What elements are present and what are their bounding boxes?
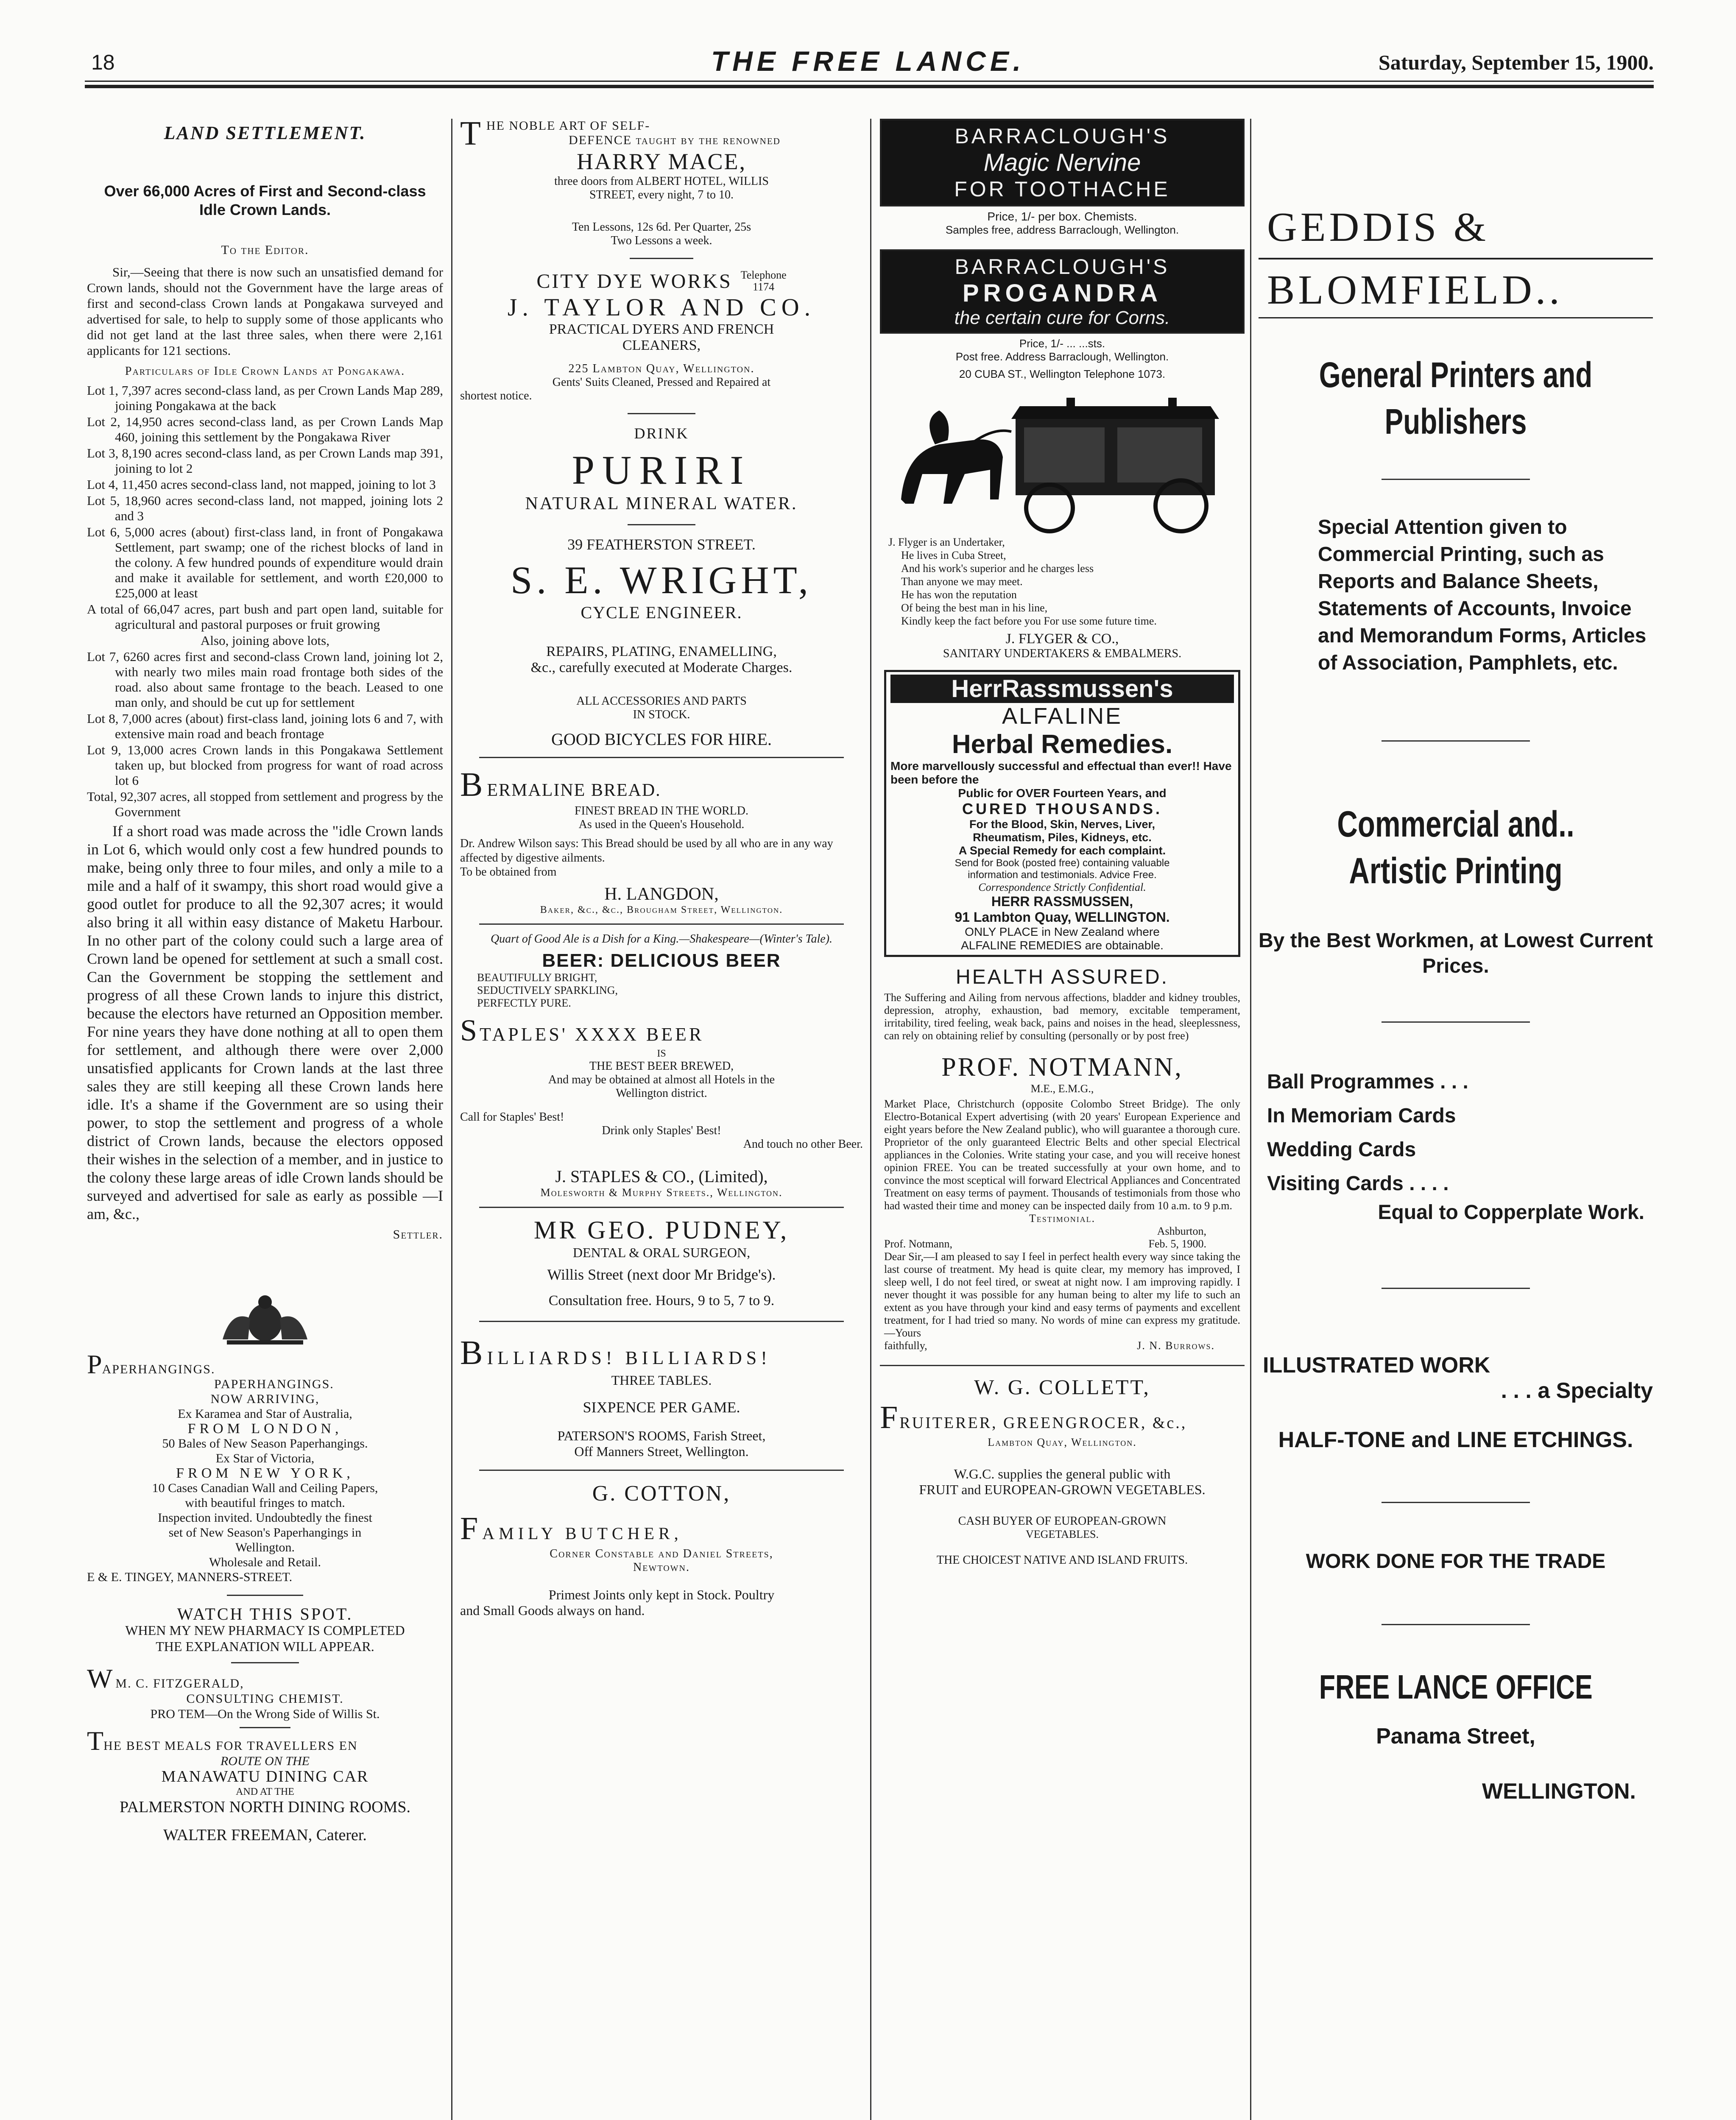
lot-item: Lot 9, 13,000 acres Crown lands in this Pongakawa Settlement taken up, but blocked from progress for want of road across lot 6 xyxy=(87,742,443,788)
lot-total: A total of 66,047 acres, part bush and part open land, suitable for agricultural and pastoral purposes or fruit growing xyxy=(87,602,443,632)
paperhangings-line: FROM NEW YORK, xyxy=(176,1465,354,1481)
column-3 xyxy=(880,119,1245,1567)
dye-line: shortest notice. xyxy=(460,389,532,402)
bread-line: Dr. Andrew Wilson says: This Bread should be used by all who are in any way affected by digestive ailments. xyxy=(460,837,833,865)
ticket-item: Wedding Cards xyxy=(1267,1138,1416,1161)
lot-item: Lot 5, 18,960 acres second-class land, not mapped, joining lots 2 and 3 xyxy=(87,493,443,523)
geddis-rule xyxy=(1259,258,1653,259)
separator xyxy=(479,1470,844,1471)
ticket-item: In Memoriam Cards xyxy=(1267,1105,1456,1127)
separator xyxy=(628,524,695,525)
beer-line: And touch no other Beer. xyxy=(743,1138,863,1151)
lot-total: Total, 92,307 acres, all stopped from settlement and progress by the Government xyxy=(87,789,443,819)
dye-line: CLEANERS, xyxy=(622,338,701,353)
separator xyxy=(479,1321,844,1322)
equal-copperplate: Equal to Copperplate Work. xyxy=(1378,1201,1644,1224)
specialty: . . . a Specialty xyxy=(1501,1378,1653,1403)
separator xyxy=(1382,1624,1530,1625)
separator xyxy=(227,1595,303,1596)
beer-title: BEER: DELICIOUS BEER xyxy=(542,950,781,971)
boxing-line: STREET, every night, 7 to 10. xyxy=(589,188,734,201)
separator xyxy=(1382,479,1530,480)
dye-address: 225 Lambton Quay, Wellington. xyxy=(568,362,755,375)
office-heading: FREE LANCE OFFICE xyxy=(1319,1668,1593,1706)
cotton-line: and Small Goods always on hand. xyxy=(460,1603,645,1618)
paperhangings-line: 10 Cases Canadian Wall and Ceiling Papers, xyxy=(152,1481,378,1495)
lot-item: Lot 7, 6260 acres first and second-class Crown land, joining lot 2, with nearly two miles main road frontage both sides of the road. also about same frontage to the beach. Leased to one man only, and should be cut up for settlement xyxy=(87,649,443,710)
wright-ad xyxy=(460,536,863,749)
office-city: WELLINGTON. xyxy=(1482,1779,1636,1804)
nervine-samples: Samples free, address Barraclough, Wellington. xyxy=(945,223,1179,236)
wright-line: IN STOCK. xyxy=(633,708,690,721)
lot-item: Lot 1, 7,397 acres second-class land, as per Crown Lands Map 289, joining Pongakawa at the back xyxy=(87,383,443,413)
wright-line: GOOD BICYCLES FOR HIRE. xyxy=(551,730,772,749)
paperhangings-line: NOW ARRIVING, xyxy=(210,1392,320,1406)
lot-item: Lot 3, 8,190 acres second-class land, as per Crown Lands map 391, joining to lot 2 xyxy=(87,446,443,476)
special-attention: Special Attention given to Commercial Printing, such as Reports and Balance Sheets, Statements of Accounts, Invoice and Memorandum Forms, Articles of Association, Pamphlets, etc. xyxy=(1318,516,1647,674)
wright-line: &c., carefully executed at Moderate Charges. xyxy=(530,660,793,675)
blomfield-name: BLOMFIELD.. xyxy=(1267,267,1563,313)
pudney-line: Consultation free. Hours, 9 to 5, 7 to 9. xyxy=(548,1293,775,1308)
separator xyxy=(1382,1021,1530,1023)
billiards-line: SIXPENCE PER GAME. xyxy=(583,1399,740,1416)
nervine-box: BARRACLOUGH'S Magic Nervine FOR TOOTHACHE xyxy=(880,119,1245,206)
cotton-name: G. COTTON, xyxy=(592,1481,731,1506)
dye-name: J. TAYLOR AND CO. xyxy=(507,293,816,321)
paperhangings-line: Wholesale and Retail. xyxy=(209,1555,321,1569)
corns-post: Post free. Address Barraclough, Wellington. xyxy=(955,350,1169,363)
pudney-line: Willis Street (next door Mr Bridge's). xyxy=(547,1266,776,1283)
watch-title: WATCH THIS SPOT. xyxy=(177,1604,353,1623)
header-rule-top xyxy=(85,81,1654,82)
bread-line: As used in the Queen's Household. xyxy=(578,818,745,831)
flyger-name: J. FLYGER & CO., xyxy=(1005,631,1119,647)
rassmussen-box: HerrRassmussen's ALFALINE Herbal Remedies. More marvellously successful and effectual than ever!! Have been before the Public for OVER Fourteen Years, and CURED THOUSANDS. For the Blood, Skin, Nerves, Liver, Rheumatism, Piles, Kidneys, etc. A Special Remedy for each complaint. Send for Book (posted free) containing valuable information and testimonials. Advice Free. Correspondence Strictly Confidential. HERR RASSMUSSEN, 91 Lambton Quay, WELLINGTON. ONLY PLACE in New Zealand where ALFALINE REMEDIES are obtainable. xyxy=(884,670,1240,957)
printers-heading: General Printers and Publishers xyxy=(1319,355,1593,441)
manawatu-line: HE BEST MEALS FOR TRAVELLERS EN xyxy=(103,1739,358,1753)
beer-line: Drink only Staples' Best! xyxy=(602,1124,721,1137)
puriri-sub: NATURAL MINERAL WATER. xyxy=(525,494,798,513)
lot-item: Lot 6, 5,000 acres (about) first-class land, in front of Pongakawa Settlement, part swamp; one of the richest blocks of land in the colony. A few hundred pounds of expenditure would drain and make it available for settlement, and worth £20,000 to £25,000 at least xyxy=(87,524,443,600)
paperhangings-ad xyxy=(87,1349,443,1584)
separator xyxy=(1382,1288,1530,1289)
paperhangings-sub: PAPERHANGINGS. xyxy=(214,1377,334,1391)
letter-address: To the Editor. xyxy=(221,243,309,257)
column-2 xyxy=(460,115,863,1618)
corns-address: 20 CUBA ST., Wellington Telephone 1073. xyxy=(959,368,1166,380)
boxing-line: DEFENCE taught by the renowned xyxy=(569,133,781,147)
pudney-name: MR GEO. PUDNEY, xyxy=(533,1216,790,1244)
page-number: 18 xyxy=(91,50,115,74)
hearse-illustration xyxy=(880,393,1245,536)
beer-line: Call for Staples' Best! xyxy=(460,1110,564,1124)
lot-note: Also, joining above lots, xyxy=(201,633,329,648)
boxing-line: Ten Lessons, 12s 6d. Per Quarter, 25s xyxy=(572,220,751,234)
letter-conclusion: If a short road was made across the "idle Crown lands in Lot 6, which would only cost a few hundred pounds to make, being only three to four miles, and only a mile to a mile and a half of it swampy, this short road would give a good outlet for produce to all the 92,307 acres; it would also bring it all within easy distance of Maketu Harbour. In no other part of the colony could such a large area of Crown land be opened for settlement at such a small cost. Can the Government be stopping the settlement and progress of all these Crown lands to injure this district, because the electors have returned an Opposition member. For nine years they have done nothing at all to open them for settlement, and although there were over 2,000 unsatisfied applicants for Crown lands at the last three sales they are still keeping all these Crown lands here idle. It's a shame if the Government are so using their power, to stop the settlement and progress of a whole district of Crown lands, because the electors opposed their wishes in the selection of a member, and in justice to the colony these large areas of idle Crown lands should be surveyed and advertised for sale as early as possible —I am, &c., xyxy=(87,823,443,1222)
fitzgerald-line: PRO TEM—On the Wrong Side of Willis St. xyxy=(150,1707,380,1721)
office-street: Panama Street, xyxy=(1376,1724,1535,1749)
manawatu-line: AND AT THE xyxy=(236,1786,294,1797)
separator xyxy=(880,1365,1245,1366)
article-subtitle: Over 66,000 Acres of First and Second-class Idle Crown Lands. xyxy=(104,182,426,218)
billiards-ad: BILLIARDS! BILLIARDS! THREE TABLES. SIXPENCE PER GAME. PATERSON'S ROOMS, Farish Street, Off Manners Street, Wellington. xyxy=(460,1334,863,1459)
hearse-icon xyxy=(888,393,1236,533)
dye-title: CITY DYE WORKS xyxy=(536,270,732,293)
bread-line: FINEST BREAD IN THE WORLD. xyxy=(575,804,748,817)
issue-date: Saturday, September 15, 1900. xyxy=(1378,50,1654,74)
testimonial-signoff: faithfully, J. N. Burrows. xyxy=(884,1339,1215,1352)
separator xyxy=(479,1207,844,1208)
paperhangings-line: Wellington. xyxy=(235,1540,295,1554)
geddis-name: GEDDIS & xyxy=(1267,204,1490,250)
cotton-line: Primest Joints only kept in Stock. Poultry xyxy=(548,1587,775,1602)
nervine-price: Price, 1/- per box. Chemists. xyxy=(987,210,1137,223)
cotton-ad: G. COTTON, FAMILY BUTCHER, Corner Constable and Daniel Streets, Newtown. Primest Joints only kept in Stock. Poultry and Small Goods always on hand. xyxy=(460,1481,863,1618)
boxing-line: three doors from ALBERT HOTEL, WILLIS xyxy=(554,175,769,188)
paperhangings-heading: PAPERHANGINGS. xyxy=(87,1349,215,1379)
testimonial-heading: Testimonial. xyxy=(1029,1212,1096,1225)
puriri-title: PURIRI xyxy=(572,447,751,493)
separator xyxy=(1382,1502,1530,1503)
health-heading: HEALTH ASSURED. xyxy=(956,966,1169,988)
fitzgerald-name: M. C. FITZGERALD, xyxy=(115,1676,244,1690)
wright-address: 39 FEATHERSTON STREET. xyxy=(567,536,756,553)
letter-body: Sir,—Seeing that there is now such an unsatisfied demand for Crown lands, should not the Government have the large areas of first and second-class Crown lands at Pongakawa surveyed and advertised for sale, to help to supply some of those applicants who did not get land at the last three sales, when there were 2,161 applicants for 121 sections. xyxy=(87,265,443,358)
flyger-trade: SANITARY UNDERTAKERS & EMBALMERS. xyxy=(943,647,1182,660)
paperhangings-line: Inspection invited. Undoubtedly the finest xyxy=(158,1511,372,1525)
ticket-list xyxy=(1267,1065,1653,1201)
bread-address: Baker, &c., &c., Brougham Street, Wellington. xyxy=(540,904,783,915)
watch-line: WHEN MY NEW PHARMACY IS COMPLETED xyxy=(125,1623,405,1638)
boxing-ad: THE NOBLE ART OF SELF- DEFENCE taught by the renowned HARRY MACE, three doors from ALBERT HOTEL, WILLIS STREET, every night, 7 to 10. Ten Lessons, 12s 6d. Per Quarter, 25s Two Lessons a week. xyxy=(460,119,863,248)
paperhangings-line: Ex Karamea and Star of Australia, xyxy=(178,1407,352,1421)
watch-ad xyxy=(87,1606,443,1654)
beer-line: IS xyxy=(657,1048,666,1059)
paperhangings-line: FROM LONDON, xyxy=(187,1421,343,1437)
beer-address: Molesworth & Murphy Streets., Wellington. xyxy=(540,1186,783,1199)
fitzgerald-line: CONSULTING CHEMIST. xyxy=(186,1692,344,1706)
puriri-ad xyxy=(460,424,863,514)
article-title: LAND SETTLEMENT. xyxy=(164,123,366,143)
separator xyxy=(240,1727,290,1728)
testimonial-header: Ashburton, Prof. Notmann, Feb. 5, 1900. xyxy=(884,1225,1206,1250)
work-for-trade: WORK DONE FOR THE TRADE xyxy=(1306,1550,1606,1573)
fitzgerald-ad: WM. C. FITZGERALD, CONSULTING CHEMIST. PRO TEM—On the Wrong Side of Willis St. xyxy=(87,1671,443,1722)
billiards-line: THREE TABLES. xyxy=(611,1372,712,1388)
bread-line: To be obtained from xyxy=(460,865,557,879)
column-rule-2 xyxy=(870,119,871,2120)
separator xyxy=(479,757,844,758)
pudney-line: DENTAL & ORAL SURGEON, xyxy=(572,1245,751,1260)
testimonial-body: Dear Sir,—I am pleased to say I feel in perfect health every way since taking the last course of treatment. My head is quite clear, my memory has improved, I sleep well, I do not feel tired, or sweat at night now. I am improving rapidly. I never thought it was possible for any human being to alter my life to such an extent as you have through your kind and easy terms of payments and excellent treatment, for I had tried so many. No words of mine can express my gratitude.—Yours xyxy=(884,1250,1240,1339)
separator xyxy=(628,413,695,414)
separator xyxy=(1382,740,1530,742)
wright-sub: CYCLE ENGINEER. xyxy=(581,603,742,622)
paperhangings-line: set of New Season's Paperhangings in xyxy=(168,1526,362,1540)
blomfield-rule xyxy=(1259,317,1653,318)
manawatu-ad: THE BEST MEALS FOR TRAVELLERS EN ROUTE ON THE MANAWATU DINING CAR AND AT THE PALMERSTON NORTH DINING ROOMS. WALTER FREEMAN, Caterer. xyxy=(87,1733,443,1843)
ticket-item: Ball Programmes . . . xyxy=(1267,1071,1468,1093)
separator xyxy=(479,923,844,925)
masthead-title: THE FREE LANCE. xyxy=(711,45,1025,77)
wright-line: ALL ACCESSORIES AND PARTS xyxy=(576,695,747,708)
header-rule-bottom xyxy=(85,85,1654,88)
dye-line: Gents' Suits Cleaned, Pressed and Repaired at xyxy=(552,376,771,389)
manawatu-title: PALMERSTON NORTH DINING ROOMS. xyxy=(119,1798,411,1816)
staples-ad: Quart of Good Ale is a Dish for a King.—Shakespeare—(Winter's Tale). BEER: DELICIOUS BEER BEAUTIFULLY BRIGHT, SEDUCTIVELY SPARKLING, PERFECTLY PURE. STAPLES' XXXX BEER IS THE BEST BEER BREWED, And may be obtained at almost all Hotels in the Wellington district. Call for Staples' Best! Drink only Staples' Best! And touch no other Beer. J. STAPLES & CO., (Limited), Molesworth & Murphy Streets., Wellington. xyxy=(460,932,863,1199)
beer-line: THE BEST BEER BREWED, xyxy=(589,1060,734,1073)
bread-name: H. LANGDON, xyxy=(604,884,719,904)
lot-item: Lot 4, 11,450 acres second-class land, not mapped, joining to lot 3 xyxy=(87,477,436,492)
wright-line: REPAIRS, PLATING, ENAMELLING, xyxy=(546,644,777,659)
corns-box: BARRACLOUGH'S PROGANDRA the certain cure for Corns. xyxy=(880,249,1245,334)
manawatu-caterer: WALTER FREEMAN, Caterer. xyxy=(163,1826,367,1844)
beer-line: SEDUCTIVELY SPARKLING, xyxy=(477,984,618,996)
corns-price: Price, 1/- ... ...sts. xyxy=(1019,337,1105,350)
best-workmen: By the Best Workmen, at Lowest Current Prices. xyxy=(1259,929,1653,977)
letter-signature: Settler. xyxy=(393,1227,443,1241)
lot-item: Lot 2, 14,950 acres second-class land, as per Crown Lands Map 460, joining this settlement by the Pongakawa River xyxy=(87,414,443,444)
manawatu-line: ROUTE ON THE xyxy=(220,1754,310,1768)
billiards-line: PATERSON'S ROOMS, Farish Street, xyxy=(557,1428,766,1443)
coat-of-arms-icon xyxy=(87,1293,443,1350)
dye-telephone: Telephone 1174 xyxy=(740,269,787,293)
dye-works-ad xyxy=(460,269,863,403)
illustrated-work: ILLUSTRATED WORK xyxy=(1263,1353,1490,1378)
particulars-heading: Particulars of Idle Crown Lands at Pongakawa. xyxy=(125,365,405,378)
beer-line: PERFECTLY PURE. xyxy=(477,997,571,1009)
commercial-heading: Commercial and.. Artistic Printing xyxy=(1337,804,1574,891)
watch-line: THE EXPLANATION WILL APPEAR. xyxy=(156,1639,374,1654)
cotton-line: Corner Constable and Daniel Streets, xyxy=(550,1547,773,1560)
lot-list xyxy=(87,383,443,820)
notman-body: Market Place, Christchurch (opposite Colombo Street Bridge). The only Electro-Botanical Expert advertising (with 20 years' European Experience and eight years before the New Zealand public), who will guarantee a thorough cure. Proprietor of the only guaranteed Electric Belts and other special Electrical appliances in the Colonies. Write stating your case, and you will receive honest opinion FREE. You can be treated successfully at your own home, and to convince the most sceptical will forward Electrical Appliances and Concentrated Treatment on easy terms of payment. Thousands of testimonials from those who had wasted their time and money can be inspected daily from 10 a.m. to 9 p.m. xyxy=(884,1098,1240,1212)
column-rule-3 xyxy=(1250,119,1251,2120)
collett-ad: W. G. COLLETT, FRUITERER, GREENGROCER, &c., Lambton Quay, Wellington. W.G.C. supplies the general public with FRUIT and EUROPEAN-GROWN VEGETABLES. CASH BUYER OF EUROPEAN-GROWN VEGETABLES. THE CHOICEST NATIVE AND ISLAND FRUITS. xyxy=(880,1375,1206,1567)
health-intro: The Suffering and Ailing from nervous affections, bladder and kidney troubles, depression, atrophy, exhaustion, bad memory, excitable temperament, irritability, tired feeling, weak back, pains and noises in the head, sleeplessness, can rely on obtaining relief by consulting (personally or by post free) xyxy=(884,991,1240,1042)
notman-degree: M.E., E.M.G., xyxy=(1030,1082,1094,1095)
halftone: HALF-TONE and LINE ETCHINGS. xyxy=(1278,1428,1633,1452)
paperhangings-line: with beautiful fringes to match. xyxy=(185,1496,345,1510)
boxing-name: HARRY MACE, xyxy=(576,149,747,174)
billiards-line: Off Manners Street, Wellington. xyxy=(574,1444,749,1459)
lot-item: Lot 8, 7,000 acres (about) first-class land, joining lots 6 and 7, with extensive main road and beach frontage xyxy=(87,711,443,741)
notman-name: PROF. NOTMANN, xyxy=(941,1053,1183,1082)
paperhangings-signature: E & E. TINGEY, MANNERS-STREET. xyxy=(87,1570,293,1584)
beer-heading: TAPLES' XXXX BEER xyxy=(480,1024,704,1045)
dye-line: PRACTICAL DYERS AND FRENCH xyxy=(549,321,774,337)
cotton-line: Newtown. xyxy=(633,1561,690,1574)
beer-line: And may be obtained at almost all Hotels in the xyxy=(548,1073,775,1086)
paperhangings-line: Ex Star of Victoria, xyxy=(215,1451,315,1465)
column-rule-1 xyxy=(451,119,452,2120)
bermaline-ad: BERMALINE BREAD. FINEST BREAD IN THE WORLD. As used in the Queen's Household. Dr. Andrew Wilson says: This Bread should be used by all who are in any way affected by digestive ailments. To be obtained from H. LANGDON, Baker, &c., &c., Brougham Street, Wellington. xyxy=(460,766,863,916)
paperhangings-line: 50 Bales of New Season Paperhangings. xyxy=(162,1437,368,1451)
separator xyxy=(630,258,693,259)
pudney-ad xyxy=(460,1216,863,1309)
flyger-ad: J. Flyger is an Undertaker, He lives in Cuba Street, And his work's superior and he charges less Than anyone we may meet. He has won the reputation Of being the best man in his line, Kindly keep the fact before you For use some future time. xyxy=(888,536,1157,627)
beer-line: Wellington district. xyxy=(616,1087,707,1100)
beer-quote: Quart of Good Ale is a Dish for a King.—Shakespeare—(Winter's Tale). xyxy=(490,932,833,946)
separator xyxy=(231,1662,299,1663)
wright-name: S. E. WRIGHT, xyxy=(511,558,812,602)
beer-line: BEAUTIFULLY BRIGHT, xyxy=(477,971,597,984)
column-4 xyxy=(1259,119,1653,1804)
column-1 xyxy=(87,119,443,1843)
puriri-drink: DRINK xyxy=(634,425,689,442)
ticket-item: Visiting Cards . . . . xyxy=(1267,1172,1449,1195)
beer-name: J. STAPLES & CO., (Limited), xyxy=(555,1167,768,1186)
manawatu-title: MANAWATU DINING CAR xyxy=(161,1768,369,1785)
boxing-line: Two Lessons a week. xyxy=(611,234,712,247)
